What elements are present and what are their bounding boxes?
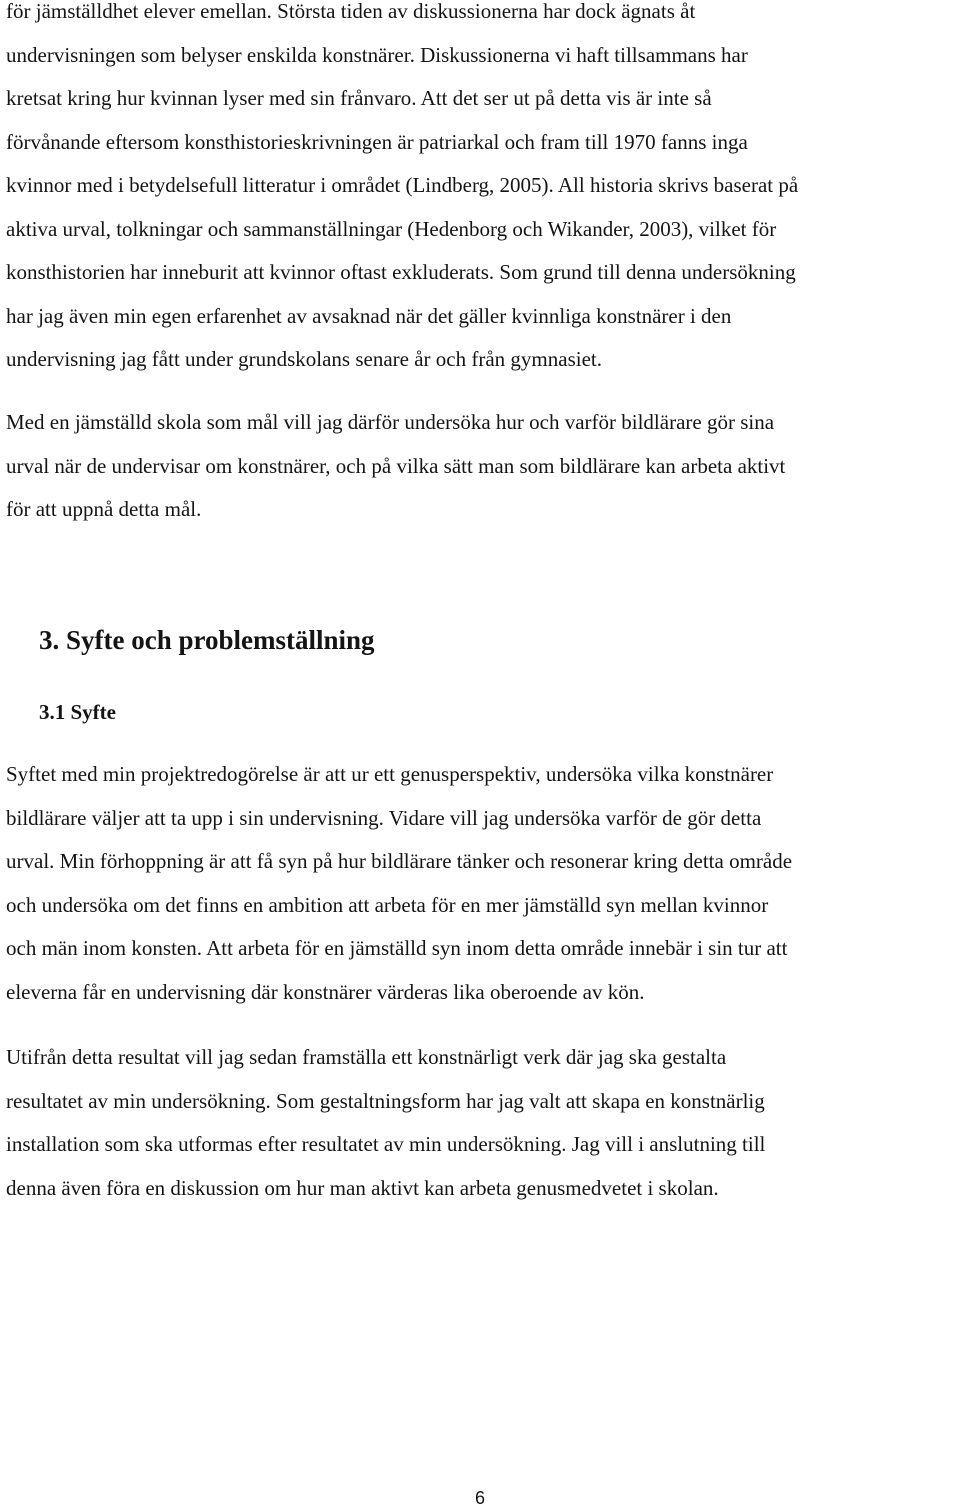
- text-line: eleverna får en undervisning där konstnärer värderas lika oberoende av kön.: [6, 979, 645, 1004]
- text-line: Med en jämställd skola som mål vill jag därför undersöka hur och varför bildlärare gör sina: [6, 410, 775, 434]
- text-line: urval. Min förhoppning är att få syn på hur bildlärare tänker och resonerar kring detta område: [6, 849, 793, 873]
- text-line: Utifrån detta resultat vill jag sedan framställa ett konstnärligt verk där jag ska gestalta: [6, 1045, 727, 1069]
- text-line: undervisningen som belyser enskilda konstnärer. Diskussionerna vi haft tillsammans har: [6, 42, 748, 67]
- text-line: för jämställdhet elever emellan. Största tiden av diskussionerna har dock ägnats åt: [6, 0, 696, 23]
- page-number: 6: [474, 1488, 485, 1508]
- text-line: och undersöka om det finns en ambition att arbeta för en mer jämställd syn mellan kvinnor: [6, 892, 769, 917]
- section-heading: 3. Syfte och problemställning: [39, 625, 375, 655]
- paragraph-artwork-plan: [6, 1036, 956, 1210]
- text-line: Syftet med min projektredogörelse är att ur ett genusperspektiv, undersöka vilka konstnärer: [6, 762, 774, 786]
- text-line: kretsat kring hur kvinnan lyser med sin frånvaro. Att det ser ut på detta vis är inte så: [6, 86, 712, 110]
- text-line: kvinnor med i betydelsefull litteratur i området (Lindberg, 2005). All historia skrivs baserat på: [6, 173, 799, 197]
- text-line: resultatet av min undersökning. Som gestaltningsform har jag valt att skapa en konstnärlig: [6, 1088, 765, 1113]
- text-line: denna även föra en diskussion om hur man aktivt kan arbeta genusmedvetet i skolan.: [6, 1175, 719, 1200]
- paragraph-goal: [6, 401, 956, 532]
- subsection-heading: 3.1 Syfte: [39, 700, 116, 724]
- text-line: bildlärare väljer att ta upp i sin undervisning. Vidare vill jag undersöka varför de gör detta: [6, 805, 762, 830]
- paragraph-purpose: [6, 753, 956, 1014]
- text-line: och män inom konsten. Att arbeta för en jämställd syn inom detta område innebär i sin tur att: [6, 936, 788, 960]
- text-line: undervisning jag fått under grundskolans senare år och från gymnasiet.: [6, 347, 602, 371]
- text-line: har jag även min egen erfarenhet av avsaknad när det gäller kvinnliga konstnärer i den: [6, 303, 732, 328]
- text-line: förvånande eftersom konsthistorieskrivningen är patriarkal och fram till 1970 fanns inga: [6, 129, 748, 154]
- text-line: aktiva urval, tolkningar och sammanställningar (Hedenborg och Wikander, 2003), vilket för: [6, 216, 777, 241]
- text-line: installation som ska utformas efter resultatet av min undersökning. Jag vill i anslutning till: [6, 1132, 766, 1156]
- paragraph-intro-context: [6, 0, 956, 382]
- text-line: konsthistorien har inneburit att kvinnor oftast exkluderats. Som grund till denna undersökning: [6, 260, 796, 284]
- text-line: för att uppnå detta mål.: [6, 497, 202, 521]
- text-line: urval när de undervisar om konstnärer, och på vilka sätt man som bildlärare kan arbeta aktivt: [6, 453, 786, 478]
